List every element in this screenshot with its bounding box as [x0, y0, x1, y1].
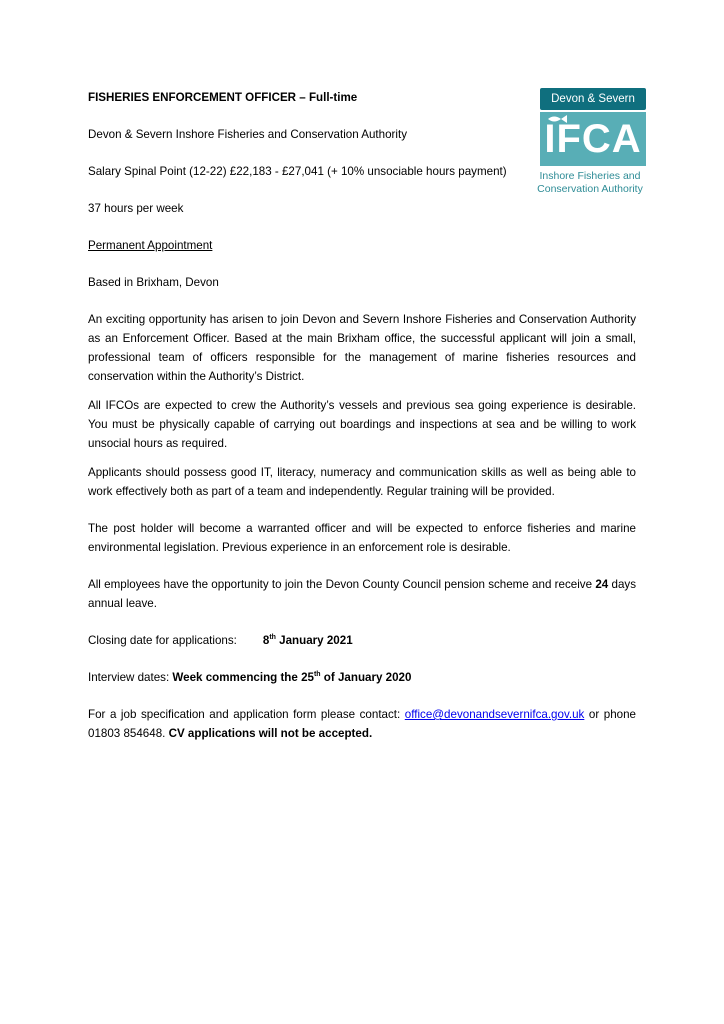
logo-sub-line1: Inshore Fisheries and	[539, 170, 641, 182]
closing-rest: January 2021	[275, 634, 353, 647]
leave-days: 24	[595, 578, 609, 591]
salary: Salary Spinal Point (12-22) £22,183 - £27,041 (+ 10% unsociable hours payment)	[88, 165, 507, 178]
benefits-text: All employees have the opportunity to join the Devon County Council pension scheme and receive	[88, 578, 596, 591]
closing-day: 8	[262, 634, 270, 647]
paragraph-warranted-officer: The post holder will become a warranted officer and will be expected to enforce fisheries and marine environmental legislation. Previous experience in an enforcement role is desirable.	[88, 522, 636, 554]
contact-paragraph	[88, 705, 636, 743]
contact-email-link[interactable]: office@devonandsevernifca.gov.uk	[404, 708, 585, 721]
job-title: FISHERIES ENFORCEMENT OFFICER – Full-time	[88, 91, 358, 104]
interview-rest: of January 2020	[320, 671, 412, 684]
contact-phone: or phone 01803 854648.	[88, 708, 636, 740]
paragraph-benefits	[88, 575, 636, 613]
closing-date	[88, 631, 636, 650]
location: Based in Brixham, Devon	[88, 276, 219, 289]
interview-value	[172, 671, 411, 684]
cv-notice: CV applications will not be accepted.	[168, 727, 373, 740]
interview-dates	[88, 668, 636, 687]
document-body	[88, 88, 636, 743]
logo-sub-line2: Conservation Authority	[537, 183, 643, 195]
hours: 37 hours per week	[88, 202, 184, 215]
interview-label: Interview dates:	[88, 671, 173, 684]
interview-pre: Week commencing the 25	[172, 671, 314, 684]
appointment: Permanent Appointment	[88, 239, 213, 252]
paragraph-skills: Applicants should possess good IT, literacy, numeracy and communication skills as well as being able to work effectively both as part of a team and independently. Regular training will be provided.	[88, 466, 636, 498]
logo-banner: Devon & Severn	[540, 88, 646, 110]
benefits-end: days annual leave.	[88, 578, 636, 610]
closing-value	[263, 634, 353, 647]
closing-sup: th	[269, 634, 276, 642]
closing-label: Closing date for applications:	[88, 634, 237, 647]
organisation: Devon & Severn Inshore Fisheries and Conservation Authority	[88, 128, 407, 141]
logo-ifca-text: IFCA	[544, 117, 642, 161]
interview-sup: th	[313, 671, 321, 679]
paragraph-sea-duty: All IFCOs are expected to crew the Authority’s vessels and previous sea going experience is desirable. You must be physically capable of carrying out boardings and inspections at sea and be willing to work unsocial hours as required.	[88, 399, 636, 450]
contact-text: For a job specification and application form please contact:	[88, 708, 405, 721]
paragraph-intro: An exciting opportunity has arisen to join Devon and Severn Inshore Fisheries and Conservation Authority as an Enforcement Officer. Based at the main Brixham office, the successful applicant will join a small, professional team of officers responsible for the management of marine fisheries resources and conservation within the Authority’s District.	[88, 313, 636, 383]
